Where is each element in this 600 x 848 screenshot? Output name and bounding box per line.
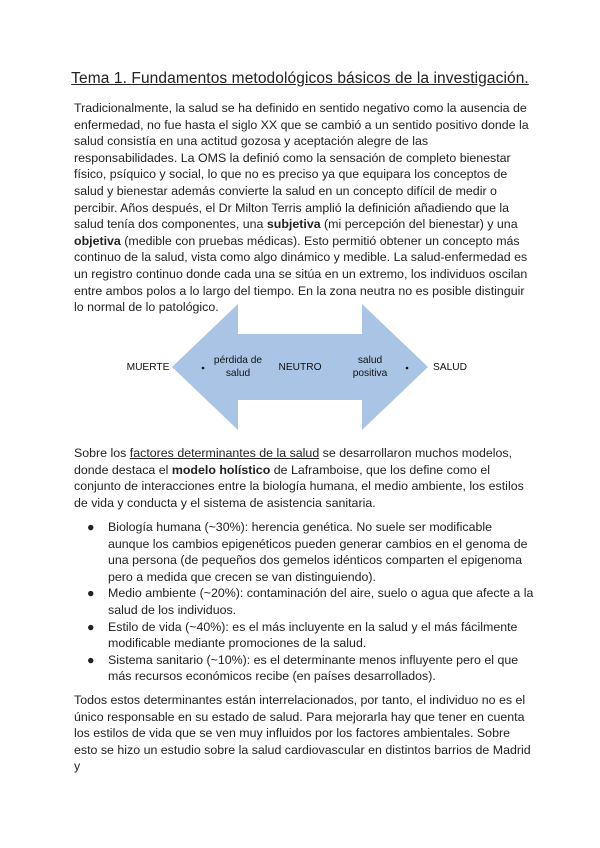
determinants-text-3: de Laframboise, que los define como el conjunto de interacciones entre la biología humana, el medio ambiente, los estilos de vida y conducta y el sistema de asistencia sanitaria.: [74, 462, 524, 510]
neutro-label: NEUTRO: [278, 362, 322, 373]
list-item: [74, 585, 534, 618]
list-item: [74, 619, 534, 652]
determinants-paragraph: [74, 445, 534, 511]
positive-health-label: [335, 355, 405, 380]
loss-label-line-2: salud: [225, 367, 251, 379]
list-item-text: Biología humana (~30%): herencia genética. No suele ser modificable aunque los cambios epigenéticos pueden generar cambios en el genoma de una persona (de pequeños dos gemelos idénticos comparten el epigenoma pero a medida que crecen se van distinguiendo).: [108, 520, 528, 584]
bullet-icon: ●: [87, 619, 95, 634]
intro-text-2: (mi percepción del bienestar) y una: [320, 217, 518, 232]
right-bullet-marker: [406, 367, 409, 370]
intro-text-3: (medible con pruebas médicas). Esto permitió obtener un concepto más continuo de la salud, vista como algo dinámico y medible. La salud-enfermedad es un registro continuo donde cada una se sitúa en un extremo, los individuos oscilan entre ambos polos a lo largo del tiempo. En la zona neutra no es posible distinguir lo normal de lo patológico.: [74, 233, 528, 315]
determinants-text-1: Sobre los: [74, 446, 130, 460]
gain-label-line-1: salud: [357, 355, 383, 366]
intro-paragraph: [74, 100, 534, 316]
bullet-icon: ●: [87, 520, 95, 534]
salud-label: SALUD: [433, 362, 467, 373]
loss-label-line-1: pérdida de: [213, 355, 263, 366]
closing-paragraph: Todos estos determinantes están interrelacionados, por tanto, el individuo no es el único responsable en su estado de salud. Para mejorarla hay que tener en cuenta los estilos de vida que se ven muy influidos por los factores ambientales. Sobre esto se hizo un estudio sobre la salud cardiovascular en distintos barrios de Madrid y: [74, 693, 531, 774]
determinants-underlined-term: factores determinantes de la salud: [129, 446, 320, 460]
list-item: [74, 519, 534, 585]
gain-label-line-2: positiva: [352, 367, 388, 379]
list-item-text: Estilo de vida (~40%): es el más incluyente en la salud y el más fácilmente modificable mediante promociones de la salud.: [108, 619, 518, 651]
list-item-text: Sistema sanitario (~10%): es el determinante menos influyente pero el que más recursos económicos recibe (en países desarrollados).: [108, 652, 519, 684]
intro-bold-objetiva: objetiva: [74, 233, 121, 248]
determinants-list: [74, 519, 534, 685]
list-item-text: Medio ambiente (~20%): contaminación del aire, suelo o agua que afecte a la salud de los individuos.: [108, 586, 534, 617]
intro-text-1: Tradicionalmente, la salud se ha definido en sentido negativo como la ausencia de enfermedad, no fue hasta el siglo XX que se cambió a un sentido positivo donde la salud consistía en una actitud gozosa y aceptación alegre de las responsabilidades. La OMS la definió como la sensación de completo bienestar físico, psíquico y social, lo que no es preciso ya que equipara los conceptos de salud y bienestar además convierte la salud en un concepto difícil de medir o percibir. Años después, el Dr Milton Terris amplió la definición añadiendo que la salud tenía dos componentes, una: [74, 101, 529, 232]
muerte-label: MUERTE: [126, 362, 170, 373]
holistic-model-term: modelo holístico: [171, 462, 271, 477]
determinants-text-2: se desarrollaron muchos modelos, donde destaca el: [74, 446, 513, 477]
list-item: [74, 652, 534, 685]
intro-bold-subjetiva: subjetiva: [266, 217, 321, 232]
loss-of-health-label: [203, 355, 273, 380]
health-continuum-diagram: [0, 300, 600, 440]
bullet-icon: ●: [87, 586, 95, 601]
page-title: Tema 1. Fundamentos metodológicos básicos de la investigación.: [71, 70, 529, 87]
bullet-icon: ●: [87, 652, 95, 667]
